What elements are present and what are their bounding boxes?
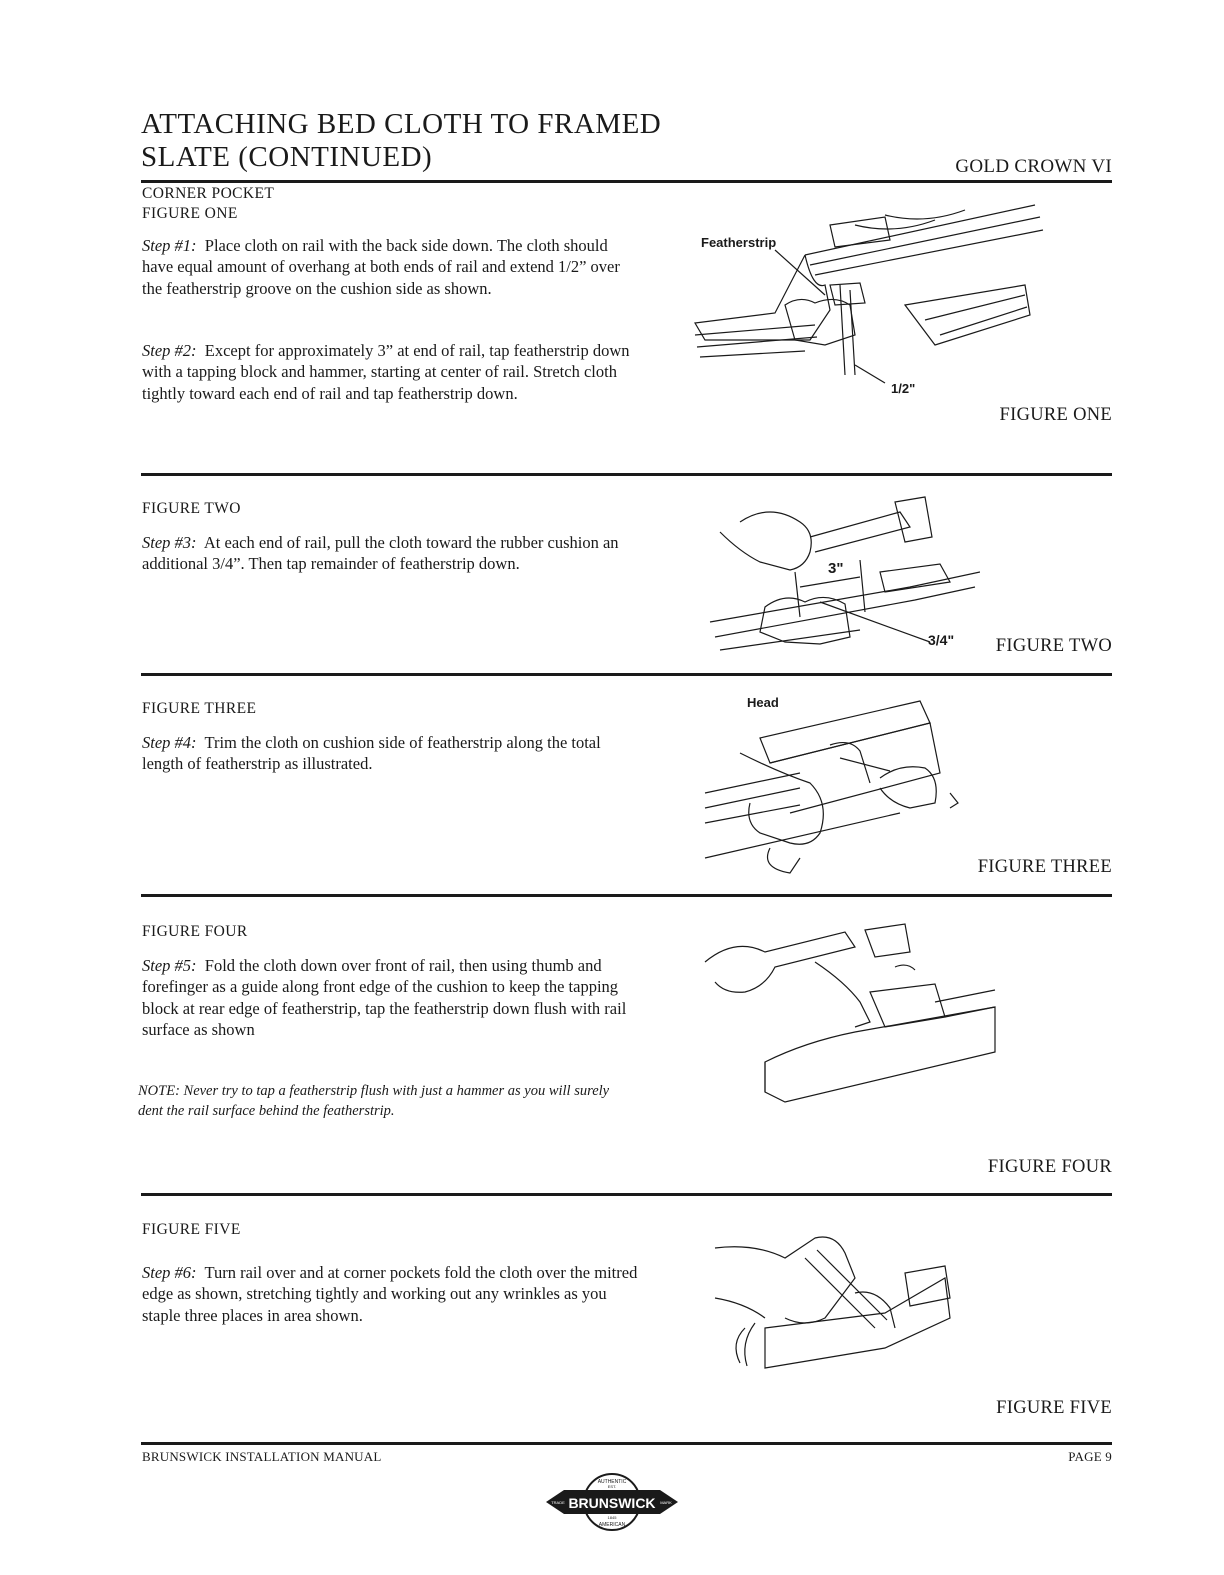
section3-label: FIGURE THREE bbox=[142, 700, 257, 717]
section4-label: FIGURE FOUR bbox=[142, 923, 248, 940]
figure-one-caption: FIGURE ONE bbox=[999, 405, 1112, 425]
step1-body: Place cloth on rail with the back side down. The cloth should have equal amount of overhang at both ends of rail and extend 1/2” over the featherstrip groove on the cushion side as shown. bbox=[142, 236, 620, 298]
logo-est-text: EST. bbox=[607, 1484, 617, 1489]
step4-label: Step #4: bbox=[142, 733, 197, 752]
footer-page-number: PAGE 9 bbox=[1068, 1449, 1112, 1464]
three-inch-label: 3" bbox=[828, 560, 844, 577]
note-text: NOTE: Never try to tap a featherstrip flush with just a hammer as you will surely dent the rail surface behind the featherstrip. bbox=[138, 1083, 610, 1119]
page-title bbox=[141, 108, 661, 174]
figure-four-illustration bbox=[695, 922, 1005, 1122]
section2-divider bbox=[141, 673, 1112, 676]
section1-label bbox=[142, 184, 274, 224]
figure-one-illustration bbox=[685, 195, 1055, 405]
three-quarter-label: 3/4" bbox=[928, 632, 955, 648]
figure-five-illustration bbox=[705, 1218, 960, 1378]
step5-text bbox=[142, 955, 642, 1041]
section4-divider bbox=[141, 1193, 1112, 1196]
step4-text bbox=[142, 732, 642, 775]
step2-text bbox=[142, 340, 642, 404]
brunswick-logo bbox=[544, 1472, 680, 1532]
logo-trade-text: TRADE bbox=[551, 1500, 565, 1505]
step2-body: Except for approximately 3” at end of rail, tap featherstrip down with a tapping block and hammer, starting at center of rail. Stretch cloth tightly toward each end of rail and tap featherstrip down. bbox=[142, 341, 630, 403]
page-title-line2: SLATE (CONTINUED) bbox=[141, 141, 433, 173]
header-divider bbox=[141, 180, 1112, 183]
step3-body: At each end of rail, pull the cloth toward the rubber cushion an additional 3/4”. Then tap remainder of featherstrip down. bbox=[142, 533, 619, 574]
figure-two-illustration bbox=[700, 492, 980, 662]
step3-text bbox=[142, 532, 642, 575]
step1-label: Step #1: bbox=[142, 236, 197, 255]
step5-label: Step #5: bbox=[142, 956, 197, 975]
step2-label: Step #2: bbox=[142, 341, 197, 360]
featherstrip-label: Featherstrip bbox=[701, 235, 777, 250]
logo-american-text: AMERICAN bbox=[598, 1522, 626, 1528]
page-title-line1: ATTACHING BED CLOTH TO FRAMED bbox=[141, 108, 662, 140]
half-inch-label: 1/2" bbox=[891, 381, 916, 396]
footer-divider bbox=[141, 1442, 1112, 1445]
step3-label: Step #3: bbox=[142, 533, 197, 552]
logo-authentic-text: AUTHENTIC bbox=[597, 1479, 627, 1485]
figure-four-caption: FIGURE FOUR bbox=[987, 1157, 1112, 1177]
figure-three-illustration bbox=[700, 693, 970, 883]
logo-brunswick-text: BRUNSWICK bbox=[568, 1495, 656, 1511]
figure-three-caption: FIGURE THREE bbox=[977, 857, 1112, 877]
section1-label-corner: CORNER POCKET bbox=[142, 185, 275, 202]
section1-label-figure: FIGURE ONE bbox=[142, 205, 238, 222]
section1-divider bbox=[141, 473, 1112, 476]
step6-body: Turn rail over and at corner pockets fold the cloth over the mitred edge as shown, stretching tightly and working out any wrinkles as you staple three places in area shown. bbox=[142, 1263, 638, 1325]
step4-body: Trim the cloth on cushion side of featherstrip along the total length of featherstrip as illustrated. bbox=[142, 733, 601, 774]
section5-label: FIGURE FIVE bbox=[142, 1221, 241, 1238]
footer-manual-title: BRUNSWICK INSTALLATION MANUAL bbox=[142, 1449, 382, 1464]
step5-body: Fold the cloth down over front of rail, then using thumb and forefinger as a guide along front edge of the cushion to keep the tapping block at rear edge of featherstrip, tap the featherstrip down flush with rail surface as shown bbox=[142, 956, 627, 1040]
head-label: Head bbox=[747, 695, 779, 710]
step6-text bbox=[142, 1262, 642, 1326]
step1-text bbox=[142, 235, 642, 299]
logo-mark-text: MARK bbox=[660, 1500, 672, 1505]
logo-year-text: 1845 bbox=[607, 1515, 617, 1520]
section2-label: FIGURE TWO bbox=[142, 500, 241, 517]
model-name: GOLD CROWN VI bbox=[955, 156, 1112, 177]
section3-divider bbox=[141, 894, 1112, 897]
figure-two-caption: FIGURE TWO bbox=[995, 636, 1112, 656]
figure-five-caption: FIGURE FIVE bbox=[996, 1398, 1112, 1418]
step6-label: Step #6: bbox=[142, 1263, 197, 1282]
